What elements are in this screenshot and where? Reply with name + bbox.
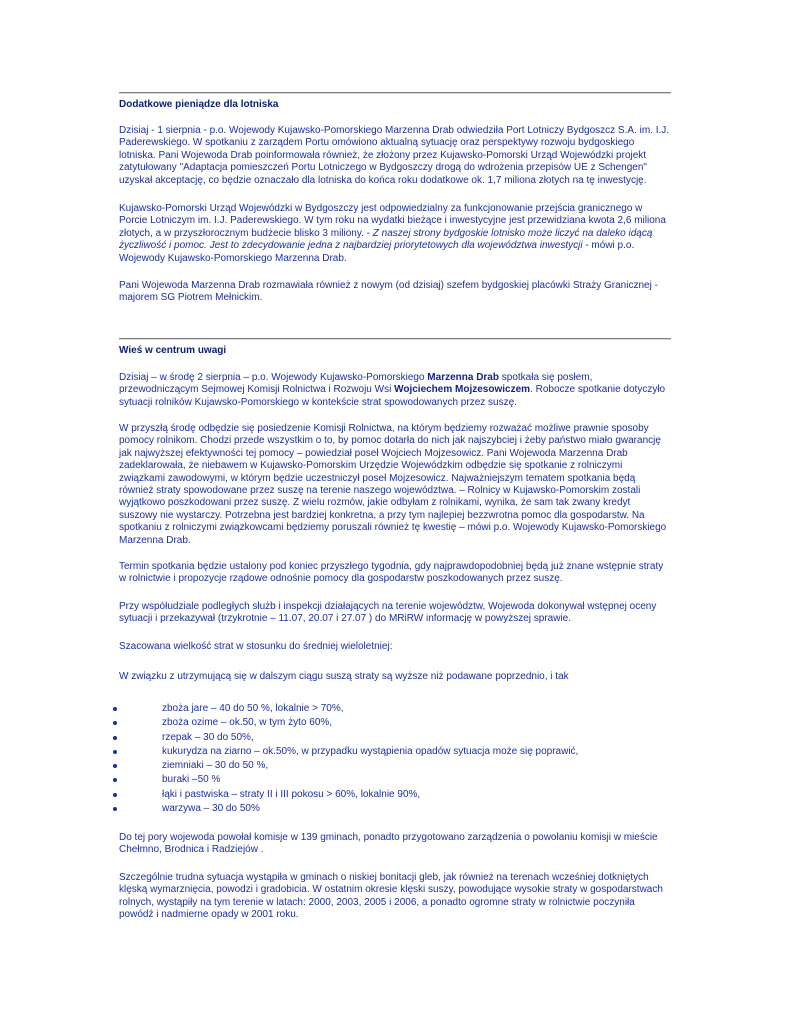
paragraph-text: spotkała się posłem, przewodniczącym Sejmowej Komisji Rolnictwa i Rozwoju Wsi bbox=[119, 372, 593, 396]
list-item-text: zboża jare – 40 do 50 %, lokalnie > 70%, bbox=[162, 703, 344, 714]
bullet-icon bbox=[113, 750, 117, 754]
paragraph-text: Kujawsko-Pomorski Urząd Wojewódzki w Bydgoszczy jest odpowiedzialny za funkcjonowanie przejścia granicznego w Porcie Lotniczym im. I.J. Paderewskiego. W tym roku na wydatki bieżące i inwestycyjne jest przewidziana kwota 2,6 miliona złotych, a w przyszłorocznym budżecie blisko 3 miliony. - bbox=[119, 203, 666, 239]
list-item-text: warzywa – 30 do 50% bbox=[162, 803, 260, 815]
bullet-icon bbox=[113, 736, 117, 740]
person-name: Marzenna Drab bbox=[427, 372, 499, 383]
person-name: Wojciechem Mojzesowiczem bbox=[394, 384, 531, 396]
section-title-wies: Wieś w centrum uwagi bbox=[119, 345, 227, 356]
paragraph: Do tej pory wojewoda powołał komisje w 139 gminach, ponadto przygotowano zarządzenia o powołaniu komisji w mieście Chełmno, Brodnica i Radziejów . bbox=[119, 832, 658, 856]
paragraph: Szczególnie trudna sytuacja wystąpiła w gminach o niskiej bonitacji gleb, jak również na terenach wcześniej dotkniętych klęską wymarznięcia, powodzi i gradobicia. W ostatnim okresie klęski suszy, powodujące wysokie straty w gospodarstwach rolnych, wystąpiły na tym terenie w latach: 2000, 2003, 2005 i 2006, a ponadto ogromne straty w rolnictwie poczyniła powódź i nadmierne opady w 2001 roku. bbox=[119, 872, 663, 921]
paragraph: Pani Wojewoda Marzenna Drab rozmawiała również z nowym (od dzisiaj) szefem bydgoskiej placówki Straży Granicznej - majorem SG Piotrem Mełnickim. bbox=[119, 280, 658, 304]
bullet-icon bbox=[113, 807, 117, 811]
list-item bbox=[113, 716, 673, 730]
list-item bbox=[113, 731, 673, 745]
paragraph-text: - mówi p.o. Wojewody Kujawsko-Pomorskiego Marzenna Drab. bbox=[119, 240, 635, 264]
list-item-text: ziemniaki – 30 do 50 %, bbox=[162, 760, 269, 772]
section-title-lotnisko: Dodatkowe pieniądze dla lotniska bbox=[119, 99, 279, 110]
paragraph-text: . Robocze spotkanie dotyczyło sytuacji rolników Kujawsko-Pomorskiego w kontekście strat spowodowanych przez suszę. bbox=[119, 384, 666, 408]
bullet-icon bbox=[113, 721, 117, 725]
list-item-text: zboża ozime – ok.50, w tym żyto 60%, bbox=[162, 717, 333, 729]
list-item-text: kukurydza na ziarno – ok.50%, w przypadku wystąpienia opadów sytuacja może się poprawić, bbox=[162, 745, 579, 757]
list-item bbox=[113, 745, 673, 759]
bullet-icon bbox=[113, 793, 117, 797]
paragraph bbox=[119, 372, 671, 409]
list-item bbox=[113, 788, 673, 802]
paragraph: Szacowana wielkość strat w stosunku do średniej wieloletniej: bbox=[119, 641, 393, 652]
list-item-text: buraki –50 % bbox=[162, 774, 221, 786]
loss-estimates-list bbox=[113, 702, 673, 816]
list-item-text: rzepak – 30 do 50%, bbox=[162, 731, 254, 743]
list-item bbox=[113, 773, 673, 787]
quote-text: Z naszej strony bydgoskie lotnisko może liczyć na daleko idącą życzliwość i pomoc. Jest to zdecydowanie jedna z najbardziej priorytetowych dla województwa inwestycji bbox=[119, 227, 653, 252]
bullet-icon bbox=[113, 764, 117, 768]
paragraph: W związku z utrzymującą się w dalszym ciągu suszą straty są wyższe niż podawane poprzednio, i tak bbox=[119, 671, 569, 682]
paragraph: Dzisiaj - 1 sierpnia - p.o. Wojewody Kujawsko-Pomorskiego Marzenna Drab odwiedziła Port Lotniczy Bydgoszcz S.A. im. I.J. Paderewskiego. W spotkaniu z zarządem Portu omówiono aktualną sytuację oraz perspektywy rozwoju bydgoskiego lotniska. Pani Wojewoda Drab poinformowała również, że złożony przez Kujawsko-Pomorski Urząd Wojewódzki projekt zatytułowany "Adaptacja pomieszczeń Portu Lotniczego w Bydgoszczy drogą do wdrożenia przepisów UE z Schengen" uzyskał akceptację, co będzie oznaczało dla lotniska do końca roku dodatkowe ok. 1,7 miliona złotych na tę inwestycję. bbox=[119, 125, 670, 186]
paragraph-text: Dzisiaj – w środę 2 sierpnia – p.o. Wojewody Kujawsko-Pomorskiego bbox=[119, 372, 428, 383]
paragraph bbox=[119, 203, 671, 265]
list-item-text: łąki i pastwiska – straty II i III pokosu > 60%, lokalnie 90%, bbox=[162, 788, 421, 800]
paragraph: Termin spotkania będzie ustalony pod koniec przyszłego tygodnia, gdy najprawdopodobniej będą już znane wstępnie straty w rolnictwie i propozycje rządowe odnośnie pomocy dla gospodarstw poszkodowanych przez suszę. bbox=[119, 561, 664, 585]
bullet-icon bbox=[113, 778, 117, 782]
bullet-icon bbox=[113, 707, 117, 711]
list-item bbox=[113, 802, 673, 816]
section-divider bbox=[119, 92, 671, 94]
list-item bbox=[113, 702, 673, 716]
paragraph: Przy współudziale podległych służb i inspekcji działających na terenie województw, Wojewoda dokonywał wstępnej oceny sytuacji i przekazywał (trzykrotnie – 11.07, 20.07 i 27.07 ) do MRiRW informację w powyższej sprawie. bbox=[119, 601, 657, 625]
section-divider bbox=[119, 338, 671, 340]
list-item bbox=[113, 759, 673, 773]
paragraph: W przyszłą środę odbędzie się posiedzenie Komisji Rolnictwa, na którym będziemy rozważać możliwe prawnie sposoby pomocy rolnikom. Chodzi przede wszystkim o to, by pomoc dotarła do nich jak najszybciej i żeby państwo miało gwarancję jak najwyższej efektywności tej pomocy – powiedział poseł Wojciech Mojzesowicz. Pani Wojewoda Marzenna Drab zadeklarowała, że niebawem w Kujawsko-Pomorskim Urzędzie Wojewódzkim odbędzie się spotkanie z rolniczymi związkami zawodowymi, w którym będzie uczestniczył poseł Mojzesowicz. Najważniejszym tematem spotkania będą również straty spowodowane przez suszę na terenie naszego województwa. – Rolnicy w Kujawsko-Pomorskim zostali wyjątkowo poszkodowani przez suszę. Z wielu rozmów, jakie odbyłam z rolnikami, wynika, że sam tak zwany kredyt suszowy nie wystarczy. Potrzebna jest bardziej konkretna, a przy tym najlepiej bezzwrotna pomoc dla gospodarstw. Na spotkaniu z rolniczymi związkowcami będziemy poruszali również tę kwestię – mówi p.o. Wojewody Kujawsko-Pomorskiego Marzenna Drab. bbox=[119, 423, 667, 546]
